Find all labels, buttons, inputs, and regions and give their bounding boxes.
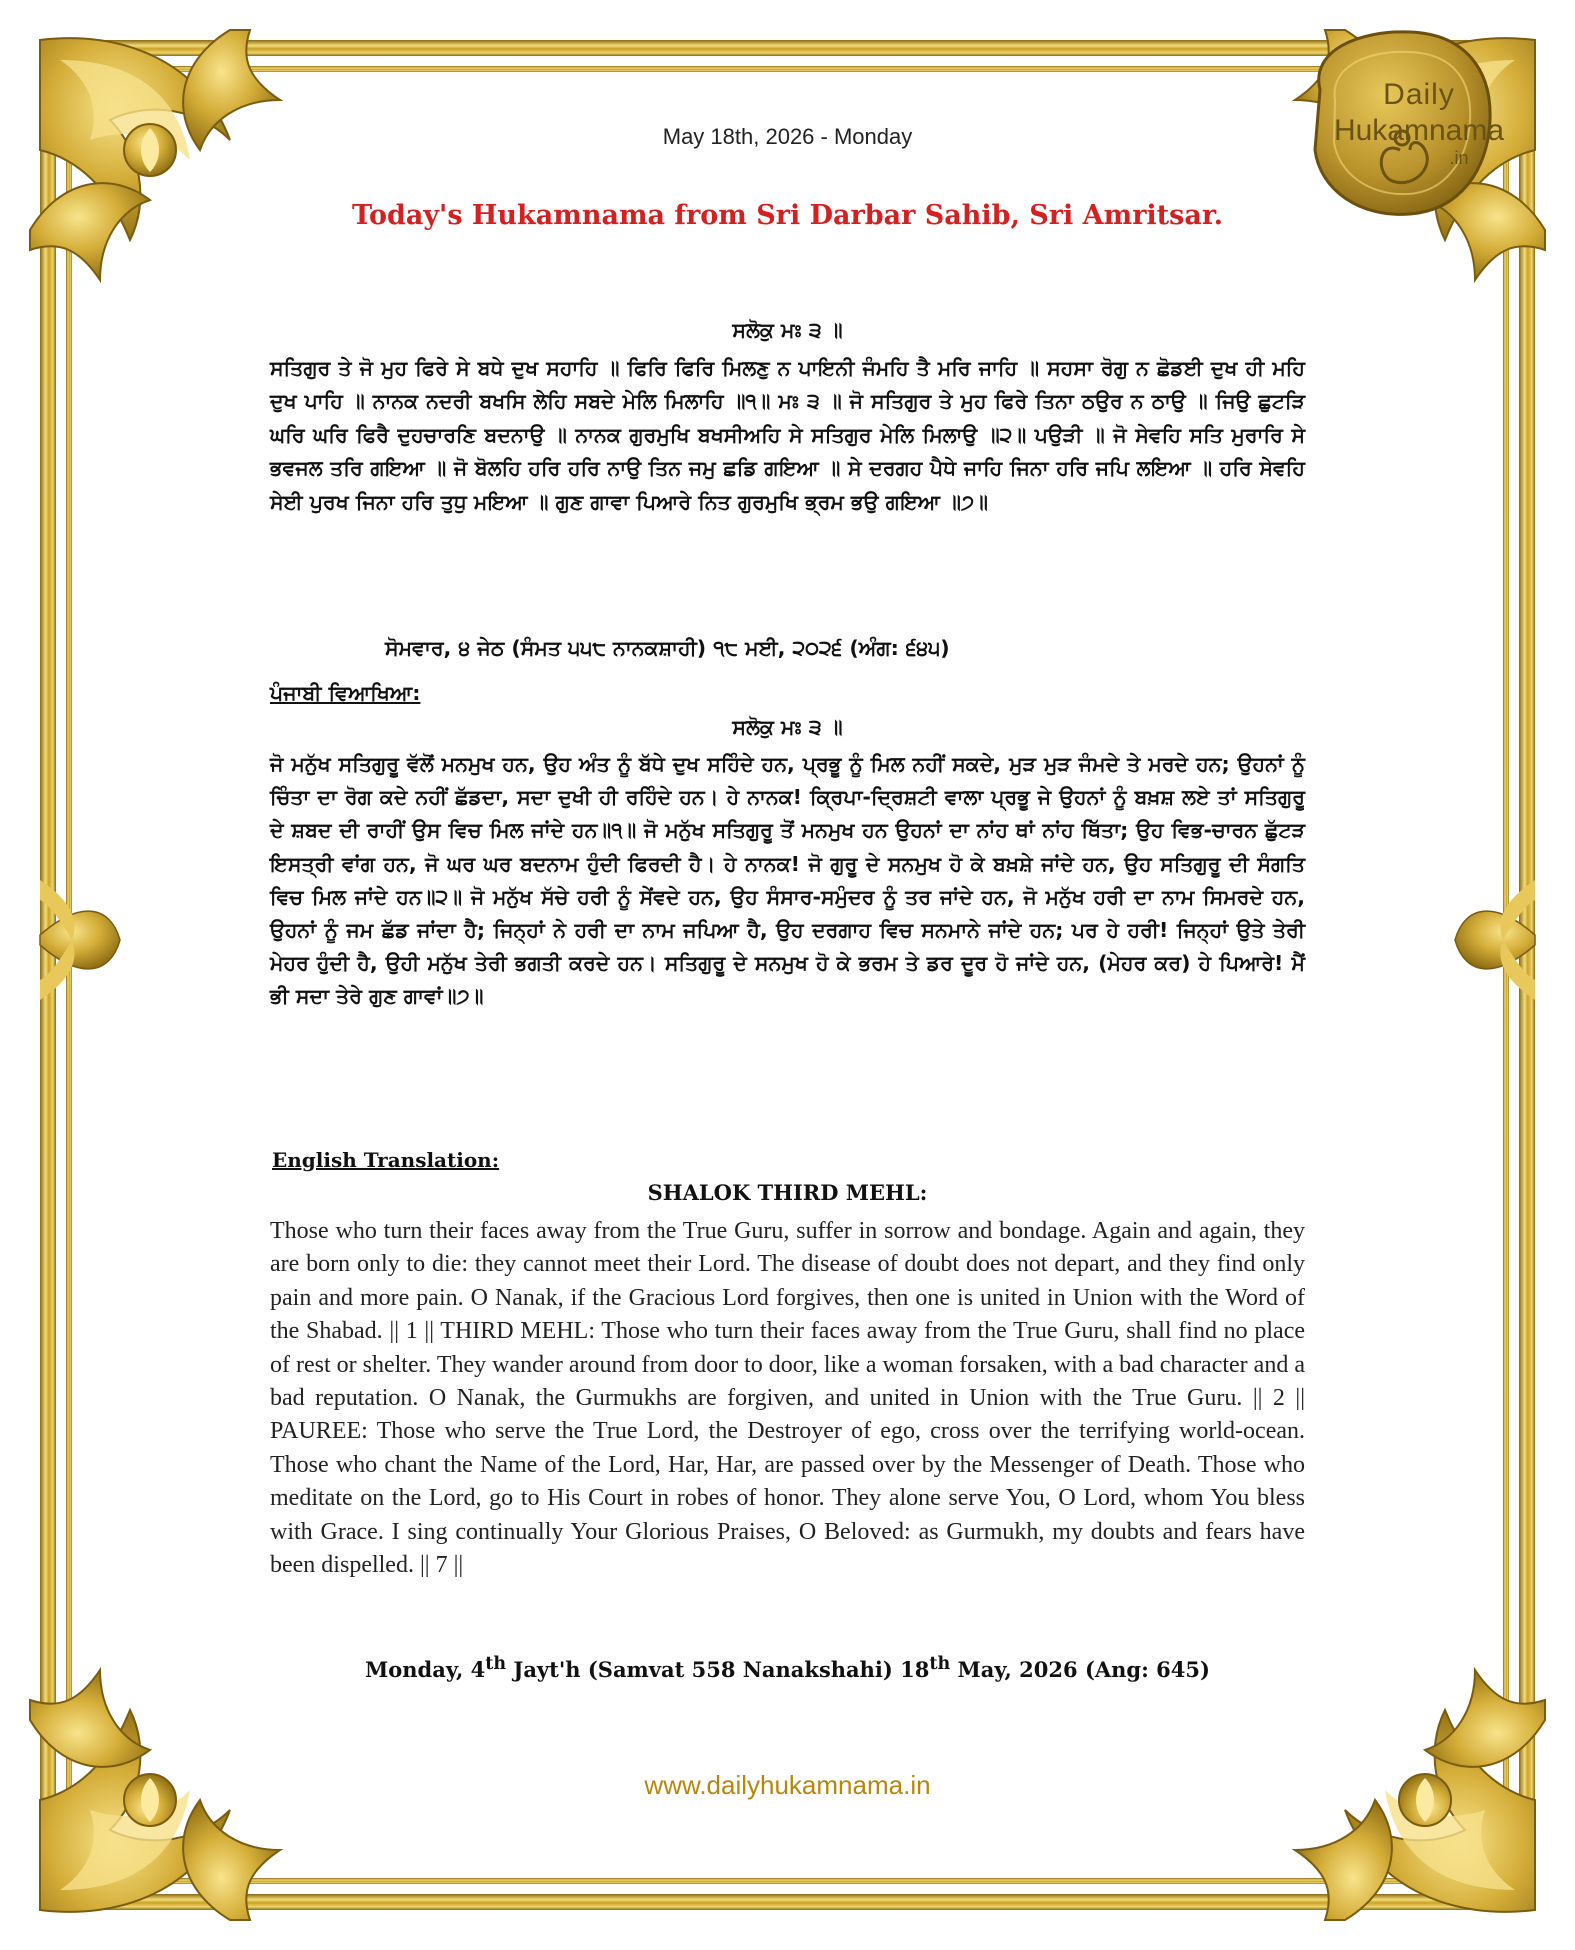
punjabi-explanation-title: ਸਲੋਕੁ ਮਃ ੩ ॥ xyxy=(732,715,843,739)
gurbani-title: ਸਲੋਕੁ ਮਃ ੩ ॥ xyxy=(732,318,843,342)
punjabi-explanation-label: ਪੰਜਾਬੀ ਵਿਆਖਿਆ: xyxy=(270,681,421,705)
logo-text-line3: .in xyxy=(1449,148,1469,168)
footer-part-c: May, 2026 (Ang: 645) xyxy=(950,1657,1210,1682)
logo-text-line2: Hukamnama xyxy=(1333,114,1505,147)
footer-sup-2: th xyxy=(929,1654,951,1674)
gurbani-text: ਸਤਿਗੁਰ ਤੇ ਜੋ ਮੁਹ ਫਿਰੇ ਸੇ ਬਧੇ ਦੁਖ ਸਹਾਹਿ ॥ ਫਿਰਿ ਫਿਰਿ ਮਿਲਣੁ ਨ ਪਾਇਨੀ ਜੰਮਹਿ ਤੈ ਮਰਿ ਜਾਹਿ ॥ ਸਹਸਾ ਰੋਗੁ ਨ ਛੋਡਈ ਦੁਖ ਹੀ ਮਹਿ ਦੁਖ ਪਾਹਿ ॥ ਨਾਨਕ ਨਦਰੀ ਬਖਸਿ ਲੇਹਿ ਸਬਦੇ ਮੇਲਿ ਮਿਲਾਹਿ ॥੧॥ ਮਃ ੩ ॥ ਜੋ ਸਤਿਗੁਰ ਤੇ ਮੁਹ ਫਿਰੇ ਤਿਨਾ ਠਉਰ ਨ ਠਾਉ ॥ ਜਿਉ ਛੁਟੜਿ ਘਰਿ ਘਰਿ ਫਿਰੈ ਦੁਹਚਾਰਣਿ ਬਦਨਾਉ ॥ ਨਾਨਕ ਗੁਰਮੁਖਿ ਬਖਸੀਅਹਿ ਸੇ ਸਤਿਗੁਰ ਮੇਲਿ ਮਿਲਾਉ ॥੨॥ ਪਉੜੀ ॥ ਜੋ ਸੇਵਹਿ ਸਤਿ ਮੁਰਾਰਿ ਸੇ ਭਵਜਲ ਤਰਿ ਗਇਆ ॥ ਜੋ ਬੋਲਹਿ ਹਰਿ ਹਰਿ ਨਾਉ ਤਿਨ ਜਮੁ ਛਡਿ ਗਇਆ ॥ ਸੇ ਦਰਗਹ ਪੈਧੇ ਜਾਹਿ ਜਿਨਾ ਹਰਿ ਜਪਿ ਲਇਆ ॥ ਹਰਿ ਸੇਵਹਿ ਸੇਈ ਪੁਰਖ ਜਿਨਾ ਹਰਿ ਤੁਧੁ ਮਇਆ ॥ ਗੁਣ ਗਾਵਾ ਪਿਆਰੇ ਨਿਤ ਗੁਰਮੁਖਿ ਭ੍ਰਮ ਭਉ ਗਇਆ ॥੭॥ xyxy=(270,356,1305,514)
english-translation-text: Those who turn their faces away from the True Guru, suffer in sorrow and bondage. Again and again, they are born only to die: they cannot meet their Lord. The disease of doubt does not depart, and they find only pain and more pain. O Nanak, if the Gracious Lord forgives, then one is united in Union with the Word of the Shabad. || 1 || THIRD MEHL: Those who turn their faces away from the True Guru, shall find no place of rest or shelter. They wander around from door to door, like a woman forsaken, with a bad character and a bad reputation. O Nanak, the Gurmukhs are forgiven, and united in Union with the True Guru. || 2 || PAUREE: Those who serve the True Lord, the Destroyer of ego, cross over the terrifying world-ocean. Those who chant the Name of the Lord, Har, Har, are passed over by the Messenger of Death. Those who meditate on the Lord, go to His Court in robes of honor. They alone serve You, O Lord, whom You bless with Grace. I sing continually Your Glorious Praises, O Beloved: as Gurmukh, my doubts and fears have been dispelled. || 7 || xyxy=(270,1218,1305,1579)
footer-sup-1: th xyxy=(485,1654,507,1674)
logo-text-line1: Daily xyxy=(1383,78,1455,111)
page-title: Today's Hukamnama from Sri Darbar Sahib, Sri Amritsar. xyxy=(351,200,1223,231)
english-date-footer xyxy=(270,1654,1305,1682)
footer-part-a: Monday, 4 xyxy=(365,1657,486,1682)
footer-part-b: Jayt'h (Samvat 558 Nanakshahi) 18 xyxy=(506,1657,930,1682)
english-translation-label: English Translation: xyxy=(272,1148,500,1172)
date-line: May 18th, 2026 - Monday xyxy=(662,124,913,149)
daily-hukamnama-logo-badge xyxy=(1321,48,1517,244)
english-translation-title: SHALOK THIRD MEHL: xyxy=(647,1180,928,1205)
website-link[interactable]: www.dailyhukamnama.in xyxy=(644,1770,931,1800)
punjabi-explanation-text: ਜੋ ਮਨੁੱਖ ਸਤਿਗੁਰੂ ਵੱਲੋਂ ਮਨਮੁਖ ਹਨ, ਉਹ ਅੰਤ ਨੂੰ ਬੱਧੇ ਦੁਖ ਸਹਿੰਦੇ ਹਨ, ਪ੍ਰਭੂ ਨੂੰ ਮਿਲ ਨਹੀਂ ਸਕਦੇ, ਮੁੜ ਮੁੜ ਜੰਮਦੇ ਤੇ ਮਰਦੇ ਹਨ; ਉਹਨਾਂ ਨੂੰ ਚਿੰਤਾ ਦਾ ਰੋਗ ਕਦੇ ਨਹੀਂ ਛੱਡਦਾ, ਸਦਾ ਦੁਖੀ ਹੀ ਰਹਿੰਦੇ ਹਨ। ਹੇ ਨਾਨਕ! ਕ੍ਰਿਪਾ-ਦ੍ਰਿਸ਼ਟੀ ਵਾਲਾ ਪ੍ਰਭੂ ਜੇ ਉਹਨਾਂ ਨੂੰ ਬਖ਼ਸ਼ ਲਏ ਤਾਂ ਸਤਿਗੁਰੂ ਦੇ ਸ਼ਬਦ ਦੀ ਰਾਹੀਂ ਉਸ ਵਿਚ ਮਿਲ ਜਾਂਦੇ ਹਨ॥੧॥ ਜੋ ਮਨੁੱਖ ਸਤਿਗੁਰੂ ਤੋਂ ਮਨਮੁਖ ਹਨ ਉਹਨਾਂ ਦਾ ਨਾਂਹ ਥਾਂ ਨਾਂਹ ਥਿੱਤਾ; ਉਹ ਵਿਭ-ਚਾਰਨ ਛੁੱਟੜ ਇਸਤ੍ਰੀ ਵਾਂਗ ਹਨ, ਜੋ ਘਰ ਘਰ ਬਦਨਾਮ ਹੁੰਦੀ ਫਿਰਦੀ ਹੈ। ਹੇ ਨਾਨਕ! ਜੋ ਗੁਰੂ ਦੇ ਸਨਮੁਖ ਹੋ ਕੇ ਬਖ਼ਸ਼ੇ ਜਾਂਦੇ ਹਨ, ਉਹ ਸਤਿਗੁਰੂ ਦੀ ਸੰਗਤਿ ਵਿਚ ਮਿਲ ਜਾਂਦੇ ਹਨ॥੨॥ ਜੋ ਮਨੁੱਖ ਸੱਚੇ ਹਰੀ ਨੂੰ ਸੇਂਵਦੇ ਹਨ, ਉਹ ਸੰਸਾਰ-ਸਮੁੰਦਰ ਨੂੰ ਤਰ ਜਾਂਦੇ ਹਨ, ਜੋ ਮਨੁੱਖ ਹਰੀ ਦਾ ਨਾਮ ਸਿਮਰਦੇ ਹਨ, ਉਹਨਾਂ ਨੂੰ ਜਮ ਛੱਡ ਜਾਂਦਾ ਹੈ; ਜਿਨ੍ਹਾਂ ਨੇ ਹਰੀ ਦਾ ਨਾਮ ਜਪਿਆ ਹੈ, ਉਹ ਦਰਗਾਹ ਵਿਚ ਸਨਮਾਨੇ ਜਾਂਦੇ ਹਨ; ਪਰ ਹੇ ਹਰੀ! ਜਿਨ੍ਹਾਂ ਉਤੇ ਤੇਰੀ ਮੇਹਰ ਹੁੰਦੀ ਹੈ, ਉਹੀ ਮਨੁੱਖ ਤੇਰੀ ਭਗਤੀ ਕਰਦੇ ਹਨ। ਸਤਿਗੁਰੂ ਦੇ ਸਨਮੁਖ ਹੋ ਕੇ ਭਰਮ ਤੇ ਡਰ ਦੂਰ ਹੋ ਜਾਂਦੇ ਹਨ, (ਮੇਹਰ ਕਰ) ਹੇ ਪਿਆਰੇ! ਮੈਂ ਭੀ ਸਦਾ ਤੇਰੇ ਗੁਣ ਗਾਵਾਂ॥੭॥ xyxy=(270,752,1305,1009)
gurbani-date-footer: ਸੋਮਵਾਰ, ੪ ਜੇਠ (ਸੰਮਤ ੫੫੮ ਨਾਨਕਸ਼ਾਹੀ) ੧੮ ਮਈ, ੨੦੨੬ (ਅੰਗ: ੬੪੫) xyxy=(385,636,950,660)
